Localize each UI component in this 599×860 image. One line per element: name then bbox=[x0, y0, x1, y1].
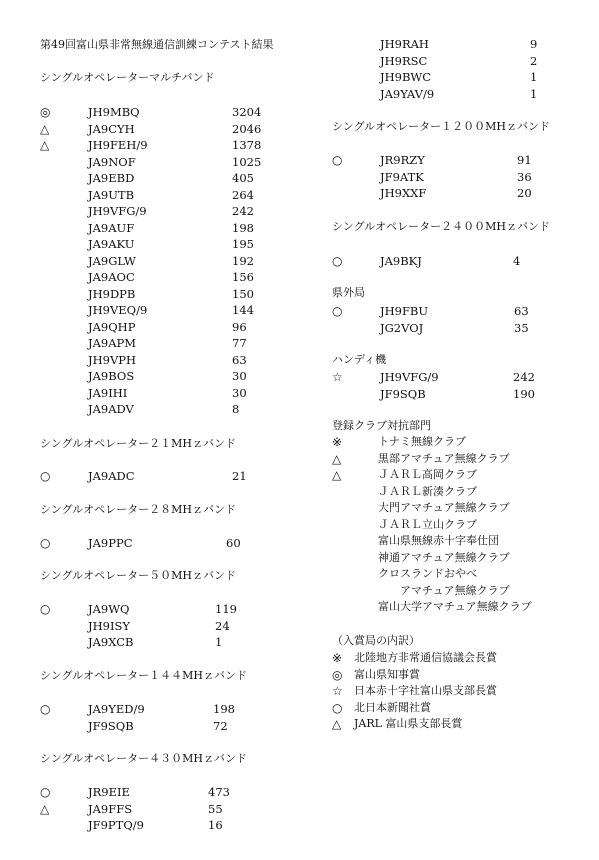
award-name: 北陸地方非常通信協議会長賞 bbox=[354, 651, 497, 664]
section-heading: ハンディ機 bbox=[332, 353, 387, 366]
result-row bbox=[330, 36, 599, 53]
club-row bbox=[330, 550, 599, 567]
section-heading: シングルオペレーター２４００MHｚバンド bbox=[332, 220, 551, 233]
club-name: ＪＡＲＬ新湊クラブ bbox=[378, 484, 477, 498]
result-row bbox=[0, 468, 330, 485]
award-mark: ○ bbox=[332, 153, 343, 167]
section-heading: シングルオペレーターマルチバンド bbox=[40, 71, 215, 84]
score: 156 bbox=[232, 270, 254, 284]
award-mark: ※ bbox=[332, 651, 343, 665]
score: 242 bbox=[513, 370, 535, 384]
callsign: JA9APM bbox=[88, 336, 137, 350]
score: 30 bbox=[232, 385, 247, 400]
score: 1 bbox=[530, 70, 538, 84]
callsign: JA9UTB bbox=[88, 187, 135, 202]
award-mark: ◎ bbox=[40, 105, 51, 119]
callsign: JH9VEQ/9 bbox=[88, 303, 148, 317]
callsign: JA9ADC bbox=[88, 469, 135, 483]
score: 63 bbox=[232, 352, 247, 367]
club-name: 神通アマチュア無線クラブ bbox=[378, 550, 510, 564]
legend-row bbox=[330, 700, 599, 717]
callsign: JH9DPB bbox=[88, 286, 136, 301]
result-row bbox=[0, 385, 330, 402]
club-name: 富山県無線赤十字奉仕団 bbox=[378, 534, 499, 547]
callsign: JH9FBU bbox=[380, 304, 429, 318]
award-mark: ○ bbox=[332, 700, 343, 715]
legend-row bbox=[330, 667, 599, 684]
result-row bbox=[0, 187, 330, 204]
callsign: JA9AKU bbox=[88, 237, 135, 251]
result-row bbox=[330, 386, 599, 403]
award-mark: △ bbox=[332, 717, 342, 731]
callsign: JA9XCB bbox=[88, 635, 134, 649]
section-heading: シングルオペレーター２１MHｚバンド bbox=[40, 437, 237, 450]
club-row bbox=[330, 434, 599, 451]
callsign: JH9VPH bbox=[88, 352, 137, 367]
result-row bbox=[330, 303, 599, 320]
result-row bbox=[0, 618, 330, 635]
callsign: JF9ATK bbox=[380, 169, 424, 184]
award-name: 富山県知事賞 bbox=[354, 667, 420, 681]
score: 1 bbox=[215, 635, 223, 649]
callsign: JA9AUF bbox=[88, 220, 135, 235]
score: 1378 bbox=[232, 138, 262, 152]
result-row bbox=[0, 121, 330, 138]
result-row bbox=[0, 634, 330, 651]
callsign: JA9NOF bbox=[88, 154, 136, 169]
score: 55 bbox=[208, 801, 223, 816]
score: 2 bbox=[530, 53, 538, 68]
callsign: JA9CYH bbox=[88, 121, 135, 136]
section-heading: 県外局 bbox=[332, 286, 365, 299]
result-row bbox=[0, 335, 330, 352]
result-row bbox=[330, 86, 599, 103]
club-row bbox=[330, 599, 599, 616]
result-row bbox=[0, 535, 330, 552]
callsign: JR9EIE bbox=[88, 785, 130, 799]
score: 63 bbox=[514, 304, 529, 318]
legend-row bbox=[330, 683, 599, 700]
club-row bbox=[330, 566, 599, 583]
callsign: JH9BWC bbox=[380, 70, 432, 84]
score: 77 bbox=[232, 336, 247, 350]
club-name: クロスランドおやべ bbox=[378, 567, 477, 580]
legend-row bbox=[330, 650, 599, 667]
callsign: JF9SQB bbox=[380, 386, 426, 401]
award-mark: ○ bbox=[40, 602, 51, 616]
result-row bbox=[0, 286, 330, 303]
score: 35 bbox=[514, 320, 529, 335]
club-name: ＪＡＲＬ高岡クラブ bbox=[378, 468, 477, 481]
score: 4 bbox=[513, 254, 521, 268]
award-mark: ○ bbox=[40, 702, 51, 716]
club-name: ＪＡＲＬ立山クラブ bbox=[378, 517, 477, 531]
callsign: JF9SQB bbox=[88, 718, 134, 733]
result-row bbox=[330, 369, 599, 386]
result-row bbox=[0, 170, 330, 187]
section-heading: （入賞局の内訳） bbox=[332, 634, 420, 647]
result-row bbox=[330, 53, 599, 70]
result-row bbox=[0, 253, 330, 270]
callsign: JH9RAH bbox=[380, 37, 429, 51]
result-row bbox=[0, 236, 330, 253]
score: 1025 bbox=[232, 154, 262, 169]
award-mark: △ bbox=[332, 451, 342, 466]
callsign: JH9VFG/9 bbox=[380, 370, 439, 384]
result-row bbox=[0, 817, 330, 834]
score: 8 bbox=[232, 402, 240, 416]
section-heading: シングルオペレーター２８MHｚバンド bbox=[40, 503, 237, 516]
callsign: JH9ISY bbox=[88, 618, 130, 633]
callsign: JA9AOC bbox=[88, 270, 135, 284]
section-heading: 登録クラブ対抗部門 bbox=[332, 419, 431, 432]
legend-row bbox=[330, 716, 599, 733]
award-mark: ☆ bbox=[332, 684, 343, 698]
result-row bbox=[0, 701, 330, 718]
result-row bbox=[0, 319, 330, 336]
score: 144 bbox=[232, 303, 254, 317]
club-row bbox=[330, 500, 599, 517]
award-name: JARL 富山県支部長賞 bbox=[354, 717, 463, 730]
award-mark: △ bbox=[40, 121, 50, 136]
award-mark: △ bbox=[40, 138, 50, 152]
club-row bbox=[330, 533, 599, 550]
club-row bbox=[330, 451, 599, 468]
score: 405 bbox=[232, 171, 254, 185]
callsign: JA9EBD bbox=[88, 171, 135, 185]
club-row bbox=[330, 517, 599, 534]
callsign: JA9PPC bbox=[88, 536, 133, 550]
result-row bbox=[330, 185, 599, 202]
score: 3204 bbox=[232, 105, 262, 119]
award-mark: △ bbox=[332, 468, 342, 482]
score: 198 bbox=[232, 220, 254, 235]
club-name: 富山大学アマチュア無線クラブ bbox=[378, 600, 532, 613]
score: 473 bbox=[208, 785, 230, 799]
result-row bbox=[0, 154, 330, 171]
score: 242 bbox=[232, 204, 254, 218]
callsign: JA9WQ bbox=[88, 602, 130, 616]
award-mark: ○ bbox=[40, 469, 51, 483]
score: 24 bbox=[215, 618, 230, 633]
result-row bbox=[0, 352, 330, 369]
section-heading: シングルオペレーター１４４MHｚバンド bbox=[40, 669, 248, 682]
club-name: アマチュア無線クラブ bbox=[400, 583, 510, 597]
score: 21 bbox=[232, 469, 247, 483]
club-row bbox=[330, 484, 599, 501]
club-name: トナミ無線クラブ bbox=[378, 435, 466, 448]
section-heading: シングルオペレーター１２００MHｚバンド bbox=[332, 120, 551, 133]
award-mark: ○ bbox=[40, 785, 51, 799]
result-row bbox=[330, 69, 599, 86]
section-heading: シングルオペレーター５０MHｚバンド bbox=[40, 569, 237, 582]
score: 195 bbox=[232, 237, 254, 251]
callsign: JH9RSC bbox=[380, 53, 428, 68]
callsign: JA9GLW bbox=[88, 253, 136, 268]
score: 150 bbox=[232, 286, 254, 301]
result-row bbox=[330, 152, 599, 169]
result-row bbox=[0, 784, 330, 801]
result-row bbox=[0, 104, 330, 121]
result-row bbox=[0, 302, 330, 319]
section-heading: シングルオペレーター４３０MHｚバンド bbox=[40, 752, 248, 765]
callsign: JA9FFS bbox=[88, 801, 133, 816]
score: 2046 bbox=[232, 121, 262, 136]
award-mark: ○ bbox=[332, 304, 343, 318]
callsign: JA9ADV bbox=[88, 402, 134, 416]
award-name: 日本赤十字社富山県支部長賞 bbox=[354, 684, 497, 697]
score: 119 bbox=[215, 602, 237, 616]
callsign: JA9YAV/9 bbox=[380, 86, 435, 101]
score: 264 bbox=[232, 187, 254, 202]
page-title: 第49回富山県非常無線通信訓練コンテスト結果 bbox=[40, 38, 274, 51]
callsign: JA9QHP bbox=[88, 319, 136, 334]
score: 20 bbox=[517, 186, 532, 200]
callsign: JA9IHI bbox=[88, 385, 128, 400]
award-mark: ○ bbox=[40, 536, 51, 550]
club-name: 大門アマチュア無線クラブ bbox=[378, 501, 510, 514]
callsign: JH9MBQ bbox=[88, 105, 140, 119]
callsign: JA9BKJ bbox=[380, 254, 422, 268]
result-row bbox=[0, 203, 330, 220]
result-row bbox=[0, 137, 330, 154]
callsign: JH9XXF bbox=[380, 186, 427, 200]
result-row bbox=[330, 253, 599, 270]
award-mark: ○ bbox=[332, 254, 343, 268]
score: 9 bbox=[530, 37, 538, 51]
result-row bbox=[0, 801, 330, 818]
score: 72 bbox=[213, 718, 228, 733]
award-mark: ☆ bbox=[332, 370, 343, 384]
score: 30 bbox=[232, 369, 247, 383]
score: 190 bbox=[513, 386, 535, 401]
callsign: JA9BOS bbox=[88, 369, 135, 383]
score: 192 bbox=[232, 253, 254, 268]
callsign: JH9VFG/9 bbox=[88, 204, 147, 218]
callsign: JA9YED/9 bbox=[88, 702, 145, 716]
award-mark: ◎ bbox=[332, 667, 343, 682]
callsign: JR9RZY bbox=[380, 153, 425, 167]
score: 60 bbox=[226, 536, 241, 550]
callsign: JH9FEH/9 bbox=[88, 138, 148, 152]
result-row bbox=[330, 320, 599, 337]
award-name: 北日本新聞社賞 bbox=[354, 700, 431, 714]
score: 198 bbox=[213, 702, 235, 716]
result-row bbox=[0, 368, 330, 385]
score: 96 bbox=[232, 319, 247, 334]
score: 36 bbox=[517, 169, 532, 184]
score: 1 bbox=[530, 86, 538, 101]
club-row bbox=[330, 583, 599, 600]
result-row bbox=[0, 401, 330, 418]
score: 16 bbox=[208, 818, 223, 832]
callsign: JG2VOJ bbox=[380, 320, 424, 335]
award-mark: ※ bbox=[332, 435, 343, 449]
result-row bbox=[330, 169, 599, 186]
club-name: 黒部アマチュア無線クラブ bbox=[378, 451, 510, 465]
result-row bbox=[0, 601, 330, 618]
score: 91 bbox=[517, 153, 532, 167]
callsign: JF9PTQ/9 bbox=[88, 818, 144, 832]
award-mark: △ bbox=[40, 801, 50, 816]
result-row bbox=[0, 269, 330, 286]
club-row bbox=[330, 467, 599, 484]
result-row bbox=[0, 220, 330, 237]
result-row bbox=[0, 718, 330, 735]
